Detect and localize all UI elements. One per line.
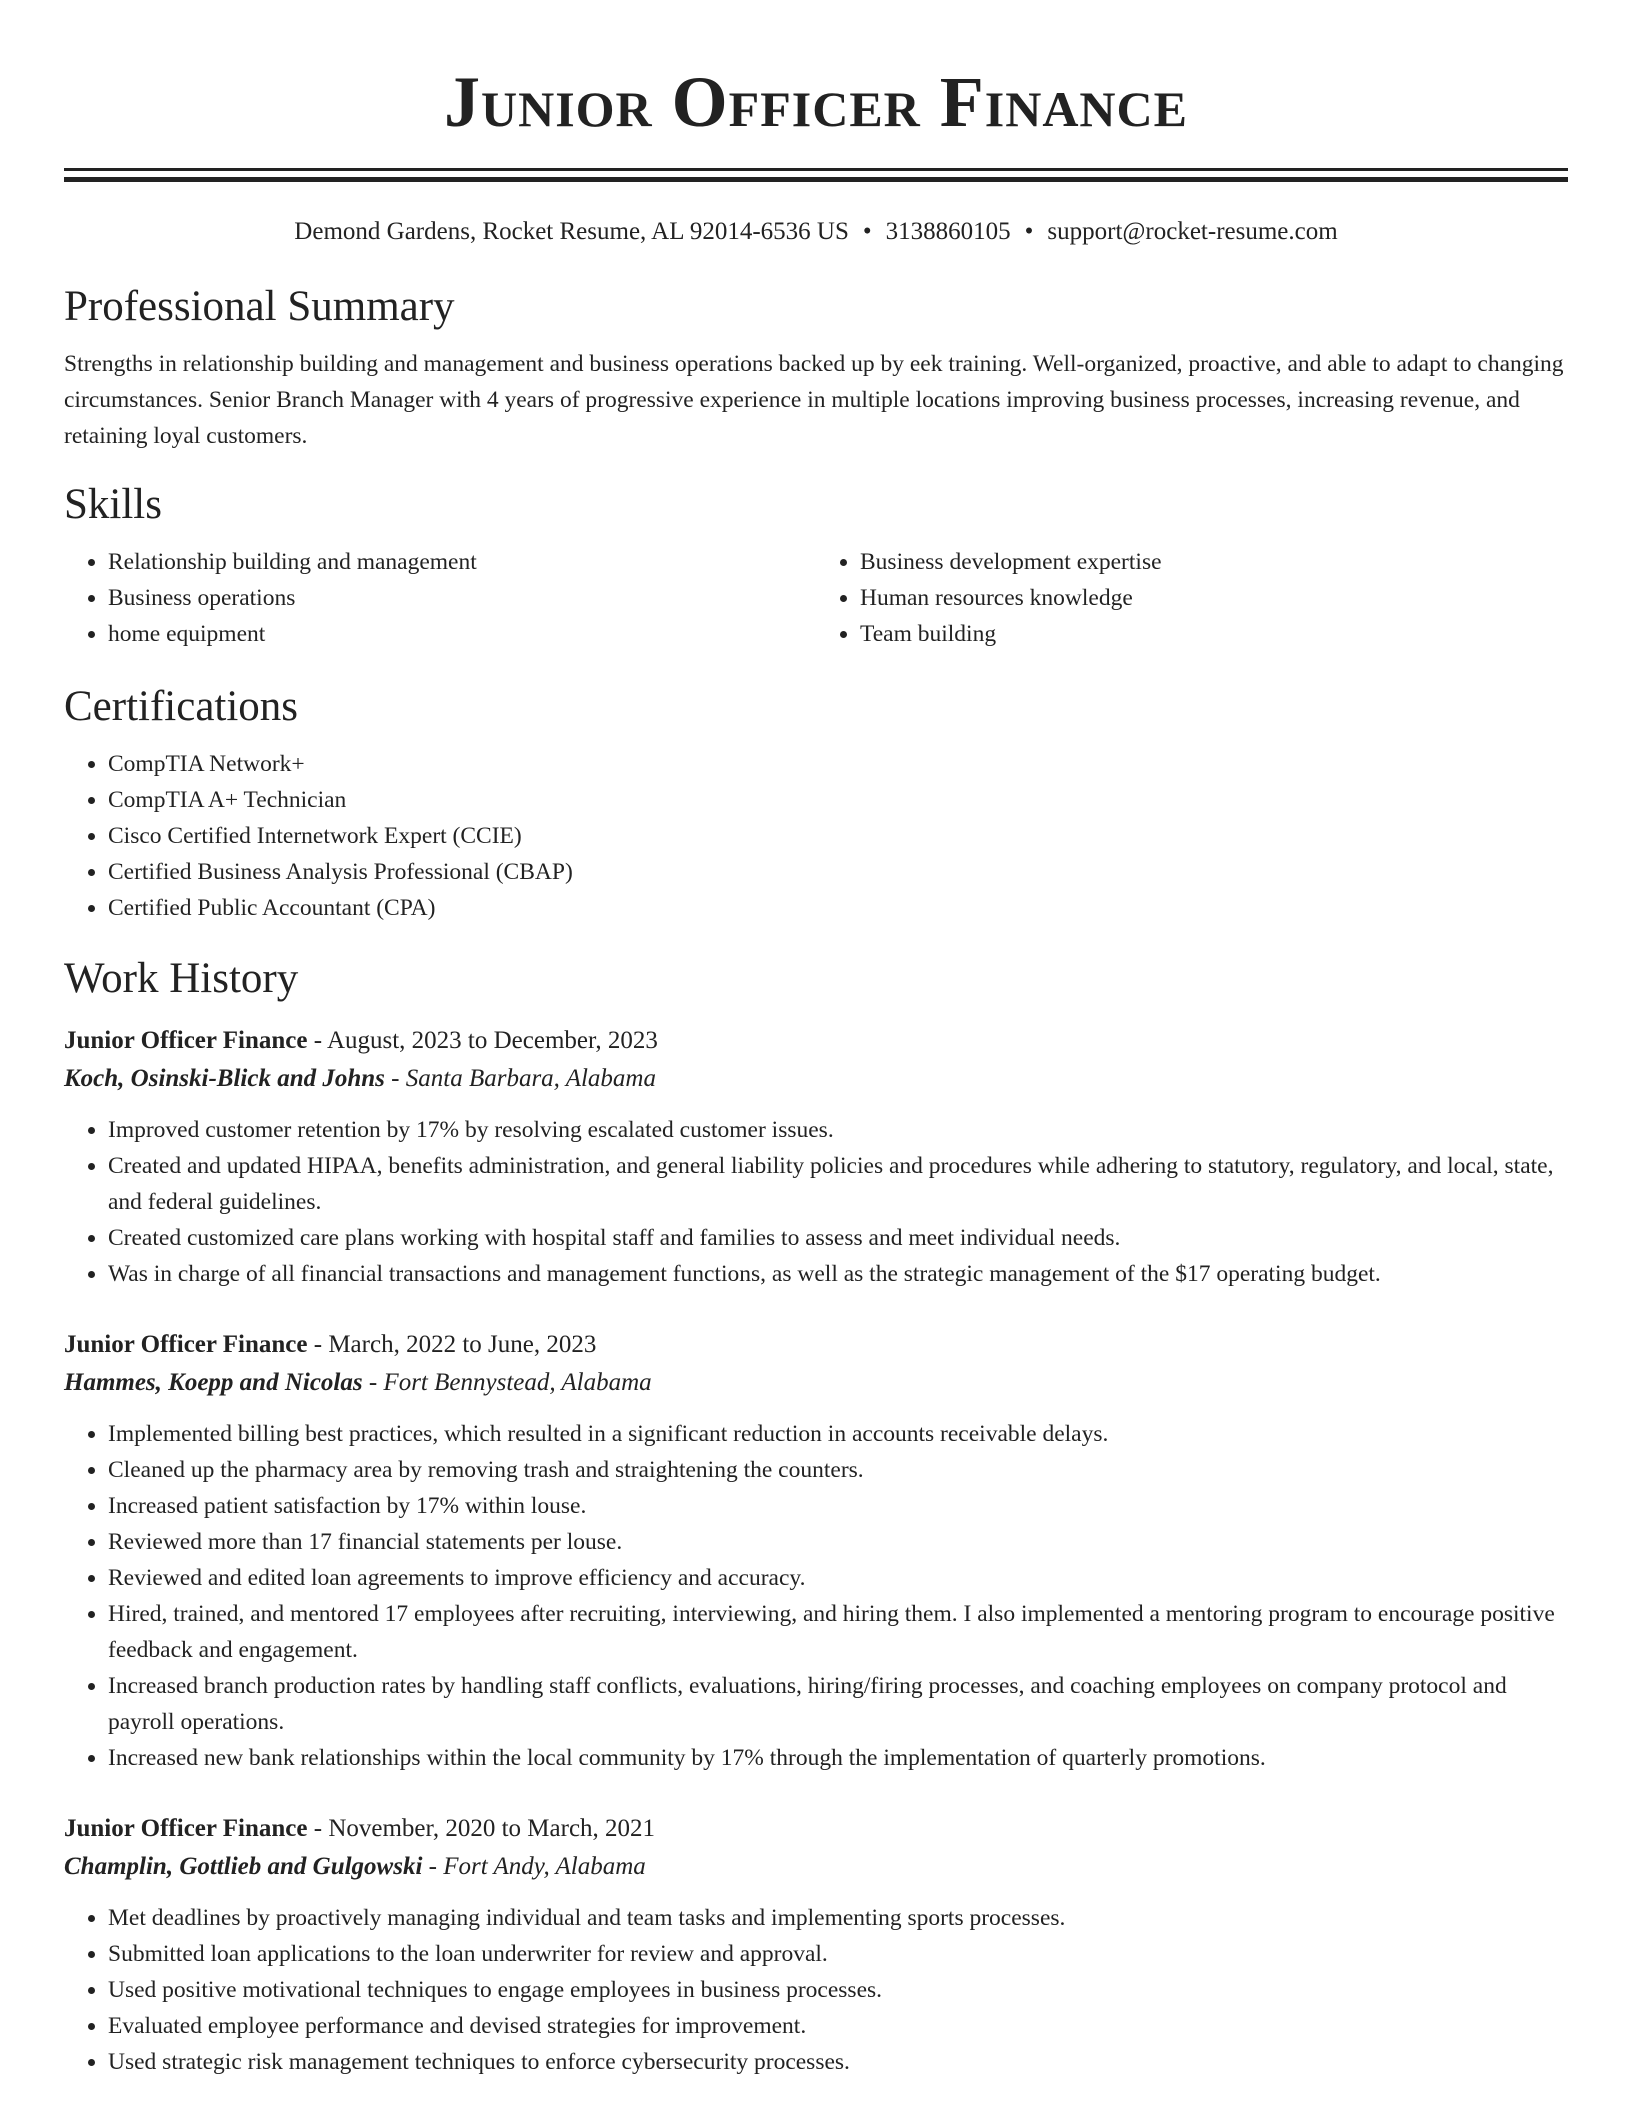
job-bullet: • Reviewed and edited loan agreements to improve efficiency and accuracy. [108, 1560, 1568, 1596]
summary-text: Strengths in relationship building and management and business operations backed up by eek training. Well-organized, proactive, and able to adapt to changing circumstances. Senior Branch Manager with 4 years of progressive experience in multiple locations improving business processes, increasing revenue, and retaining loyal customers. [64, 351, 1564, 449]
skills-columns [64, 544, 1568, 652]
certification-item: • Cisco Certified Internetwork Expert (CCIE) [108, 818, 1568, 854]
contact-separator: • [862, 218, 872, 245]
skills-section [64, 480, 1568, 652]
contact-phone: 3138860105 [885, 218, 1011, 245]
job-company-line [64, 1848, 1568, 1886]
job-bullet: • Hired, trained, and mentored 17 employees after recruiting, interviewing, and hiring them. I also implemented a mentoring program to encourage positive feedback and engagement. [108, 1596, 1568, 1668]
skill-item: • Human resources knowledge [860, 580, 1568, 616]
job-bullets [64, 1112, 1568, 1292]
resume-page [64, 0, 1568, 2080]
job-title: Junior Officer Finance [64, 1815, 308, 1842]
job-dates: - November, 2020 to March, 2021 [307, 1815, 656, 1842]
job-dates: - March, 2022 to June, 2023 [307, 1331, 597, 1358]
skills-list-left [64, 544, 816, 652]
job-bullets [64, 1900, 1568, 2080]
job-bullet: • Increased branch production rates by handling staff conflicts, evaluations, hiring/firing processes, and coaching employees on company protocol and payroll operations. [108, 1668, 1568, 1740]
job-title: Junior Officer Finance [64, 1331, 308, 1358]
skill-item: • Business development expertise [860, 544, 1568, 580]
job-bullet: • Implemented billing best practices, which resulted in a significant reduction in accounts receivable delays. [108, 1416, 1568, 1452]
contact-email: support@rocket-resume.com [1047, 218, 1338, 245]
job-company-line [64, 1060, 1568, 1098]
job-bullet: • Created customized care plans working with hospital staff and families to assess and meet individual needs. [108, 1220, 1568, 1256]
job-company: Hammes, Koepp and Nicolas [64, 1369, 363, 1396]
job-title-line [64, 1326, 1568, 1364]
job-bullet: • Evaluated employee performance and devised strategies for improvement. [108, 2008, 1568, 2044]
contact-line [64, 216, 1568, 248]
job-company: Koch, Osinski-Blick and Johns [64, 1065, 385, 1092]
job-title-line [64, 1022, 1568, 1060]
skill-item: • Team building [860, 616, 1568, 652]
job-company-line [64, 1364, 1568, 1402]
work-history-heading: Work History [64, 955, 299, 1002]
job-title-line [64, 1810, 1568, 1848]
skill-item: • Relationship building and management [108, 544, 816, 580]
job-bullet: • Reviewed more than 17 financial statements per louse. [108, 1524, 1568, 1560]
job-bullet: • Met deadlines by proactively managing individual and team tasks and implementing sports processes. [108, 1900, 1568, 1936]
job-bullet: • Was in charge of all financial transactions and management functions, as well as the strategic management of the $17 operating budget. [108, 1256, 1568, 1292]
job-entry [64, 1326, 1568, 1776]
certifications-section [64, 682, 1568, 926]
header-rule-thick [64, 177, 1568, 182]
summary-section [64, 282, 1568, 454]
skill-item: • Business operations [108, 580, 816, 616]
job-location: - Fort Andy, Alabama [422, 1853, 646, 1880]
job-bullets [64, 1416, 1568, 1776]
job-bullet: • Submitted loan applications to the loan underwriter for review and approval. [108, 1936, 1568, 1972]
job-location: - Fort Bennystead, Alabama [362, 1369, 652, 1396]
certification-item: • Certified Public Accountant (CPA) [108, 890, 1568, 926]
job-bullet: • Used positive motivational techniques to engage employees in business processes. [108, 1972, 1568, 2008]
skills-list-right [816, 544, 1568, 652]
certification-item: • CompTIA A+ Technician [108, 782, 1568, 818]
certification-item: • Certified Business Analysis Professional (CBAP) [108, 854, 1568, 890]
job-bullet: • Increased patient satisfaction by 17% within louse. [108, 1488, 1568, 1524]
certifications-list [64, 746, 1568, 926]
job-entry [64, 1022, 1568, 1292]
job-bullet: • Used strategic risk management techniques to enforce cybersecurity processes. [108, 2044, 1568, 2080]
summary-heading: Professional Summary [64, 283, 455, 330]
certifications-heading: Certifications [64, 683, 299, 730]
skills-heading: Skills [64, 481, 162, 528]
certification-item: • CompTIA Network+ [108, 746, 1568, 782]
job-bullet: • Increased new bank relationships within the local community by 17% through the implementation of quarterly promotions. [108, 1740, 1568, 1776]
job-bullet: • Cleaned up the pharmacy area by removing trash and straightening the counters. [108, 1452, 1568, 1488]
job-bullet: • Improved customer retention by 17% by resolving escalated customer issues. [108, 1112, 1568, 1148]
job-dates: - August, 2023 to December, 2023 [307, 1027, 658, 1054]
work-history-section [64, 954, 1568, 2080]
job-location: - Santa Barbara, Alabama [384, 1065, 656, 1092]
job-entry [64, 1810, 1568, 2080]
job-bullet: • Created and updated HIPAA, benefits administration, and general liability policies and procedures while adhering to statutory, regulatory, and local, state, and federal guidelines. [108, 1148, 1568, 1220]
skill-item: • home equipment [108, 616, 816, 652]
contact-separator: • [1024, 218, 1034, 245]
job-company: Champlin, Gottlieb and Gulgowski [64, 1853, 423, 1880]
resume-name: Junior Officer Finance [443, 62, 1188, 142]
contact-address: Demond Gardens, Rocket Resume, AL 92014-6536 US [294, 218, 849, 245]
job-title: Junior Officer Finance [64, 1027, 308, 1054]
header-rule-thin [64, 168, 1568, 171]
